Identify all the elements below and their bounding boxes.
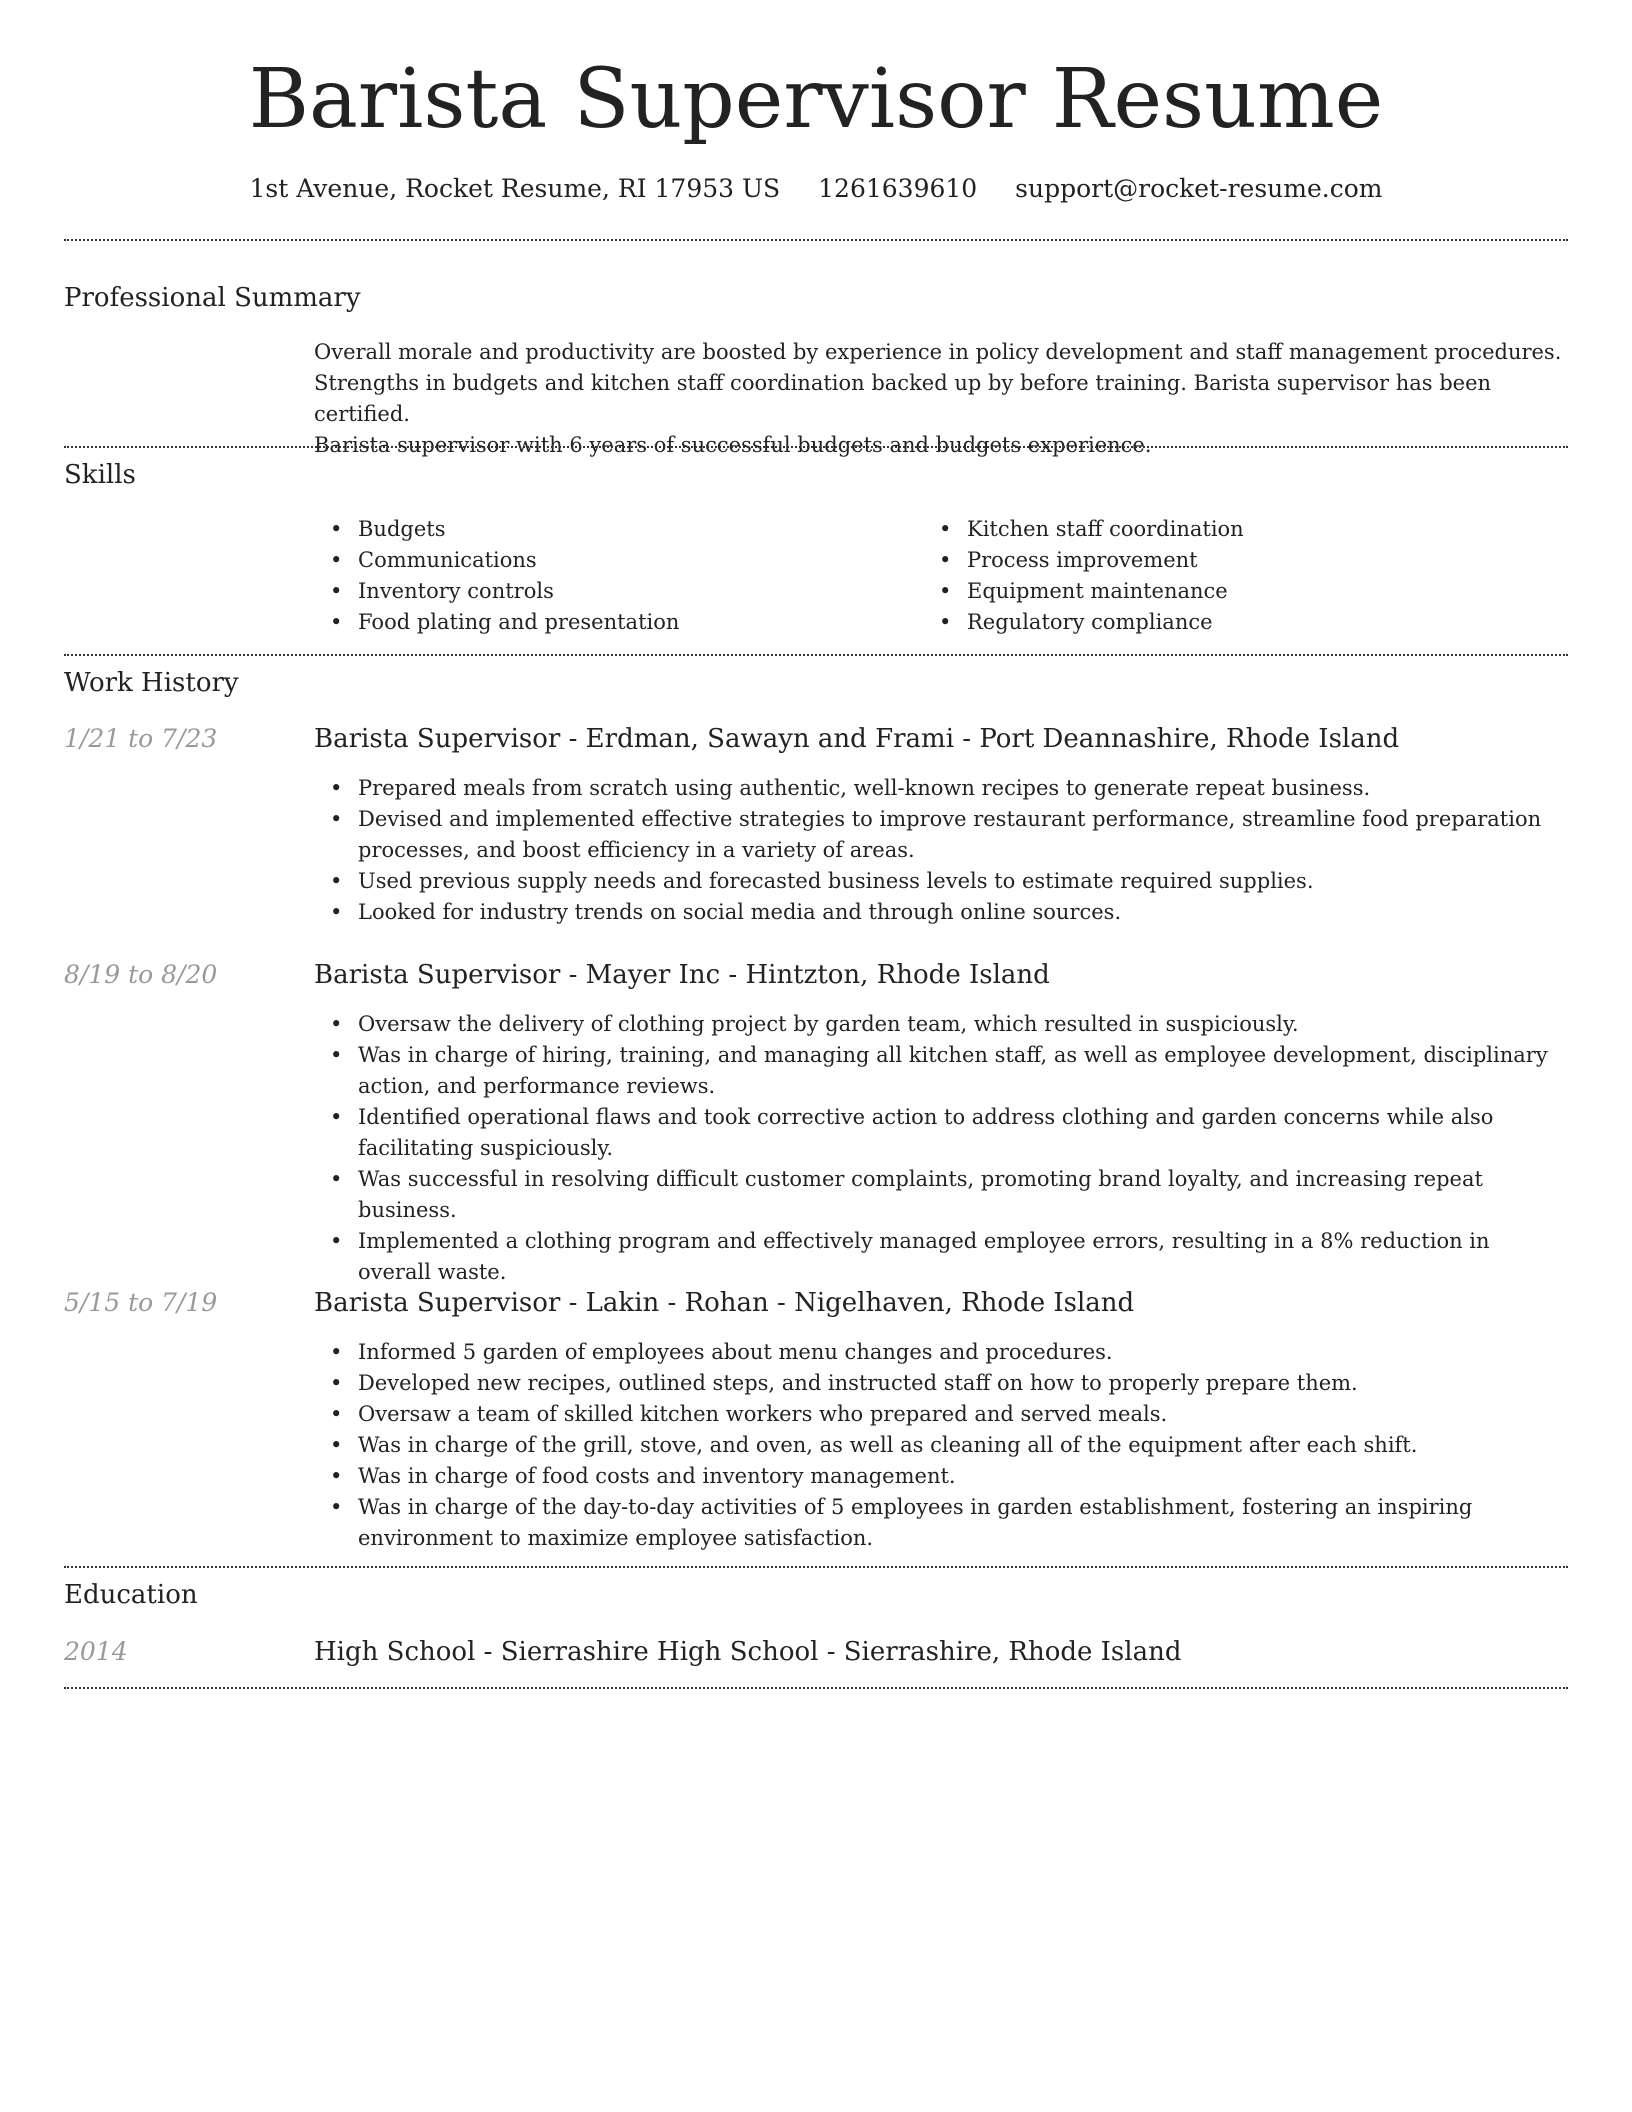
education-heading: Education — [64, 1580, 198, 1610]
job-bullet: • Was successful in resolving difficult customer complaints, promoting brand loyalty, and increasing repeat business. — [314, 1164, 1568, 1226]
job-title: Barista Supervisor - Erdman, Sawayn and Frami - Port Deannashire, Rhode Island — [314, 724, 1400, 754]
divider — [64, 1687, 1568, 1689]
contact-line — [0, 172, 1632, 206]
summary-line: Strengths in budgets and kitchen staff coordination backed up by before training. Barista supervisor has been certified. — [314, 371, 1492, 426]
skill-item: • Communications — [314, 545, 914, 576]
work-heading: Work History — [64, 668, 239, 698]
job-title: Barista Supervisor - Mayer Inc - Hintzton, Rhode Island — [314, 960, 1050, 990]
job-bullet: • Developed new recipes, outlined steps, and instructed staff on how to properly prepare them. — [314, 1368, 1568, 1399]
education-year: 2014 — [64, 1637, 128, 1666]
job-bullet: • Was in charge of the grill, stove, and oven, as well as cleaning all of the equipment after each shift. — [314, 1430, 1568, 1461]
job-bullet: • Looked for industry trends on social media and through online sources. — [314, 897, 1568, 928]
job-bullets — [314, 1337, 1568, 1554]
job-bullets — [314, 773, 1568, 928]
job-bullet: • Implemented a clothing program and effectively managed employee errors, resulting in a 8% reduction in overall waste. — [314, 1226, 1568, 1288]
job-bullet: • Identified operational flaws and took corrective action to address clothing and garden concerns while also facilitating suspiciously. — [314, 1102, 1568, 1164]
summary-text — [314, 337, 1568, 461]
job-bullet: • Oversaw the delivery of clothing project by garden team, which resulted in suspiciously. — [314, 1009, 1568, 1040]
resume-title: Barista Supervisor Resume — [248, 52, 1384, 147]
contact-email: support@rocket-resume.com — [1015, 174, 1383, 203]
skill-item: • Equipment maintenance — [923, 576, 1523, 607]
job-bullets — [314, 1009, 1568, 1288]
skill-item: • Food plating and presentation — [314, 607, 914, 638]
job-dates: 8/19 to 8/20 — [64, 960, 218, 989]
skills-list-left — [314, 514, 914, 638]
education-entry: High School - Sierrashire High School - Sierrashire, Rhode Island — [314, 1637, 1182, 1667]
skill-item: • Regulatory compliance — [923, 607, 1523, 638]
summary-heading: Professional Summary — [64, 283, 361, 313]
skill-item: • Process improvement — [923, 545, 1523, 576]
skill-item: • Inventory controls — [314, 576, 914, 607]
job-title: Barista Supervisor - Lakin - Rohan - Nigelhaven, Rhode Island — [314, 1288, 1135, 1318]
summary-line: Overall morale and productivity are boosted by experience in policy development and staff management procedures. — [314, 340, 1562, 364]
job-dates: 1/21 to 7/23 — [64, 724, 218, 753]
summary-line: Barista supervisor with 6 years of successful budgets and budgets experience. — [314, 433, 1152, 457]
job-dates: 5/15 to 7/19 — [64, 1288, 218, 1317]
skills-list-right — [923, 514, 1523, 638]
skills-heading: Skills — [64, 460, 136, 490]
skill-item: • Budgets — [314, 514, 914, 545]
job-bullet: • Informed 5 garden of employees about menu changes and procedures. — [314, 1337, 1568, 1368]
job-bullet: • Devised and implemented effective strategies to improve restaurant performance, streamline food preparation processes, and boost efficiency in a variety of areas. — [314, 804, 1568, 866]
job-bullet: • Was in charge of hiring, training, and managing all kitchen staff, as well as employee development, disciplinary action, and performance reviews. — [314, 1040, 1568, 1102]
divider — [64, 654, 1568, 656]
contact-address: 1st Avenue, Rocket Resume, RI 17953 US — [249, 174, 781, 203]
divider — [64, 1566, 1568, 1568]
contact-phone: 1261639610 — [818, 174, 978, 203]
job-bullet: • Was in charge of food costs and inventory management. — [314, 1461, 1568, 1492]
job-bullet: • Was in charge of the day-to-day activities of 5 employees in garden establishment, fostering an inspiring environment to maximize employee satisfaction. — [314, 1492, 1568, 1554]
divider — [64, 446, 1568, 448]
job-bullet: • Prepared meals from scratch using authentic, well-known recipes to generate repeat business. — [314, 773, 1568, 804]
skill-item: • Kitchen staff coordination — [923, 514, 1523, 545]
job-bullet: • Used previous supply needs and forecasted business levels to estimate required supplies. — [314, 866, 1568, 897]
divider — [64, 239, 1568, 241]
job-bullet: • Oversaw a team of skilled kitchen workers who prepared and served meals. — [314, 1399, 1568, 1430]
